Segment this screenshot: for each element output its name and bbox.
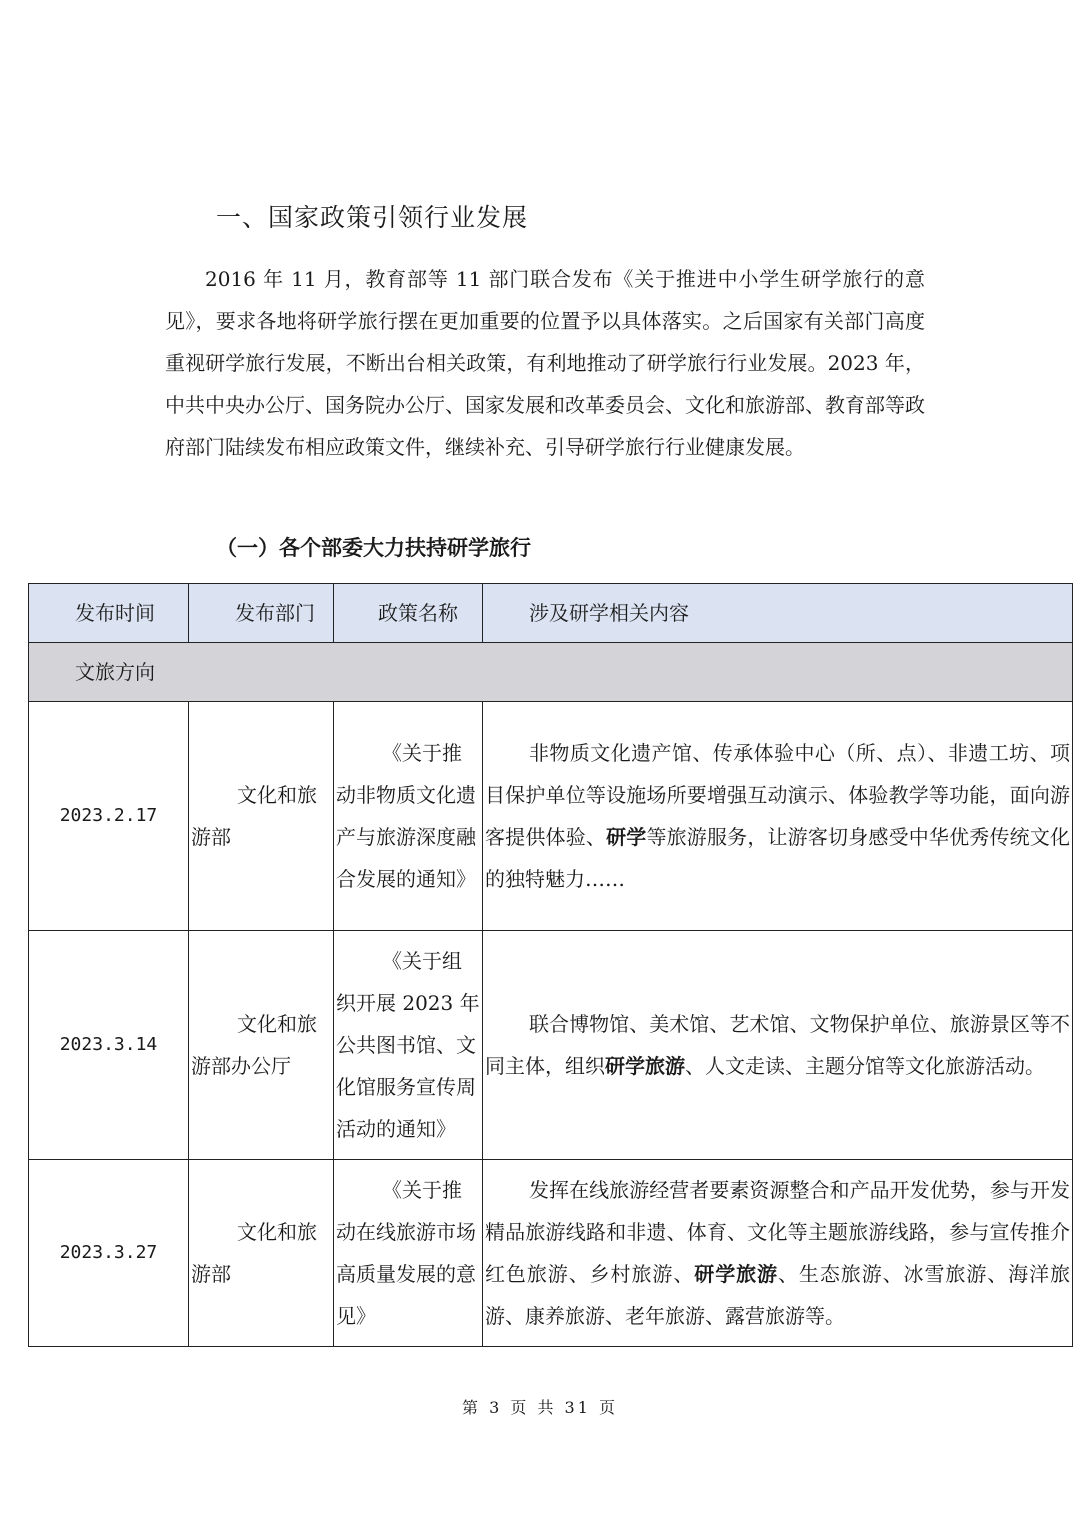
header-dept: 发布部门 (189, 584, 334, 643)
row-dept: 文化和旅游部 (189, 702, 334, 931)
header-content: 涉及研学相关内容 (483, 584, 1073, 643)
table-row (29, 1160, 1073, 1347)
header-date: 发布时间 (29, 584, 189, 643)
keyword: 研学旅游 (694, 1262, 778, 1286)
row-date: 2023.3.27 (29, 1160, 189, 1347)
row-content: 发挥在线旅游经营者要素资源整合和产品开发优势，参与开发精品旅游线路和非遗、体育、文化等主题旅游线路，参与宣传推介红色旅游、乡村旅游、研学旅游、生态旅游、冰雪旅游、海洋旅游、康养旅游、老年旅游、露营旅游等。 (483, 1160, 1073, 1347)
page-footer: 第 3 页 共 31 页 (462, 1398, 618, 1417)
row-content: 非物质文化遗产馆、传承体验中心（所、点）、非遗工坊、项目保护单位等设施场所要增强互动演示、体验教学等功能，面向游客提供体验、研学等旅游服务，让游客切身感受中华优秀传统文化的独特魅力…… (483, 702, 1073, 931)
policy-table (28, 583, 1073, 1347)
keyword: 研学旅游 (605, 1054, 685, 1078)
row-content: 联合博物馆、美术馆、艺术馆、文物保护单位、旅游景区等不同主体，组织研学旅游、人文走读、主题分馆等文化旅游活动。 (483, 931, 1073, 1160)
row-policy: 《关于组织开展 2023 年公共图书馆、文化馆服务宣传周活动的通知》 (334, 931, 483, 1160)
row-dept: 文化和旅游部办公厅 (189, 931, 334, 1160)
category-row (29, 643, 1073, 702)
category-label: 文旅方向 (29, 643, 1073, 702)
table-row (29, 931, 1073, 1160)
row-policy: 《关于推动在线旅游市场高质量发展的意见》 (334, 1160, 483, 1347)
row-date: 2023.3.14 (29, 931, 189, 1160)
intro-paragraph: 2016 年 11 月，教育部等 11 部门联合发布《关于推进中小学生研学旅行的意见》，要求各地将研学旅行摆在更加重要的位置予以具体落实。之后国家有关部门高度重视研学旅行发展，不断出台相关政策，有利地推动了研学旅行行业发展。2023 年，中共中央办公厅、国务院办公厅、国家发展和改革委员会、文化和旅游部、教育部等政府部门陆续发布相应政策文件，继续补充、引导研学旅行行业健康发展。 (165, 267, 925, 459)
section-title: 一、国家政策引领行业发展 (216, 203, 529, 232)
row-date: 2023.2.17 (29, 702, 189, 931)
row-policy: 《关于推动非物质文化遗产与旅游深度融合发展的通知》 (334, 702, 483, 931)
row-dept: 文化和旅游部 (189, 1160, 334, 1347)
keyword: 研学 (606, 825, 647, 849)
table-row (29, 702, 1073, 931)
table-header-row (29, 584, 1073, 643)
subsection-title: （一）各个部委大力扶持研学旅行 (216, 536, 531, 560)
header-policy: 政策名称 (334, 584, 483, 643)
